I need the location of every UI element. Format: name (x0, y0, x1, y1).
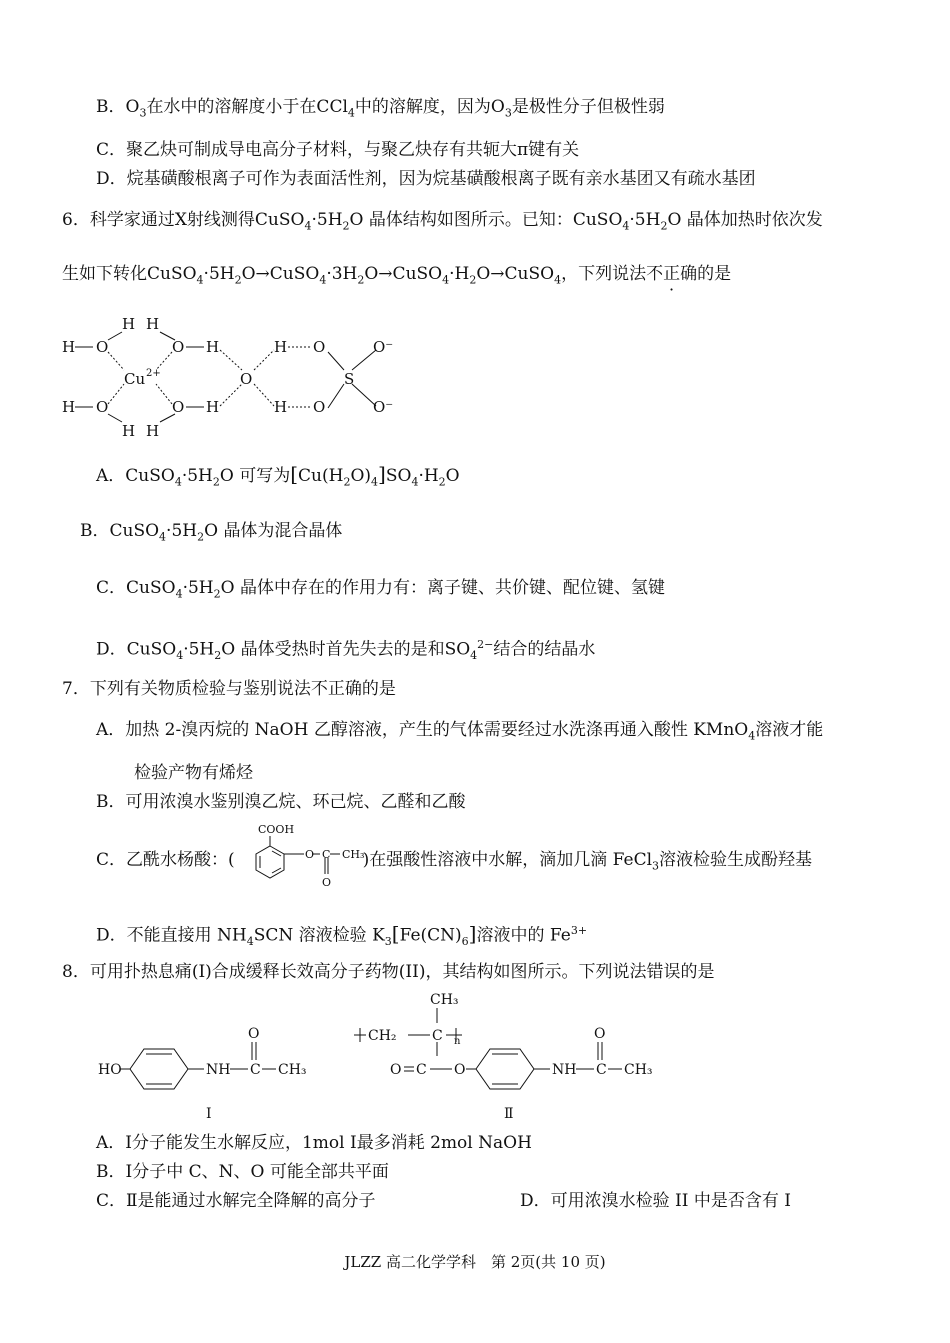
atom-o: O (96, 338, 109, 356)
atom-s: S (344, 370, 355, 388)
atom-h: H (146, 422, 160, 440)
q5-option-b: B．$O_3$在水中的溶解度小于在CCl$_4$中的溶解度，因为$O_3$是极性分子但极性弱 (96, 97, 665, 120)
atom-h: H (122, 315, 136, 333)
atom-o: O (172, 398, 185, 416)
q5-option-c: C．聚乙炔可制成导电高分子材料，与聚乙炔存有共轭大π键有关 (96, 140, 580, 160)
q6-stem-line2: 生如下转化$CuSO_4\cdot 5H_2O\to CuSO_4\cdot 3H_2O\to CuSO_4\cdot H_2O\to CuSO_4$，下列说法不正确的是 (62, 264, 732, 287)
atom-o: O (313, 398, 326, 416)
q6-option-d: D．$CuSO_4\cdot 5H_2O$ 晶体受热时首先失去的是和$SO_4^{2-}$结合的结晶水 (96, 638, 596, 663)
atom-h: H (274, 398, 288, 416)
atom-o: O (322, 876, 332, 889)
polymer-n: n (454, 1036, 461, 1047)
q7-option-d: D．不能直接用 $NH_4SCN$ 溶液检验 $K_3[Fe(CN)_6]$溶液中的 $Fe^{3+}$ (96, 921, 588, 949)
methyl-group: CH₃ (342, 848, 365, 861)
cu-charge: 2+ (146, 368, 161, 379)
cooh-group: COOH (258, 823, 295, 836)
atom-o: O (594, 1026, 606, 1042)
atom-h: H (122, 422, 136, 440)
amine-group: NH (552, 1062, 577, 1078)
q5-option-d: D．烷基磺酸根离子可作为表面活性剂，因为烷基磺酸根离子既有亲水基团又有疏水基团 (96, 169, 756, 189)
atom-h: H (206, 338, 220, 356)
emphasis-not-correct: 不正确 (646, 264, 698, 284)
q7-stem: 7．下列有关物质检验与鉴别说法不正确的是 (62, 679, 396, 699)
acetylsalicylic-acid-structure (248, 820, 388, 896)
paracetamol-structure-i (96, 1022, 326, 1126)
q6-option-b: B．$CuSO_4\cdot 5H_2O$ 晶体为混合晶体 (80, 521, 343, 544)
atom-o: O (96, 398, 109, 416)
atom-o-minus: O⁻ (373, 338, 394, 356)
q7-option-c: C．乙酰水杨酸：( )在强酸性溶液中水解，滴加几滴 FeCl$_3$溶液检验生成酚羟基 (96, 850, 813, 873)
atom-c: C (416, 1062, 427, 1078)
q6-option-c: C．$CuSO_4\cdot 5H_2O$ 晶体中存在的作用力有：离子键、共价键、配位键、氢键 (96, 578, 665, 601)
polymer-structure-ii (352, 990, 672, 1126)
q7-option-b: B．可用浓溴水鉴别溴乙烷、环己烷、乙醛和乙酸 (96, 792, 466, 812)
methylene-group: CH₂ (368, 1028, 397, 1044)
atom-o: O (313, 338, 326, 356)
label-compound-i: Ⅰ (206, 1106, 212, 1122)
atom-c: C (596, 1062, 607, 1078)
methyl-group: CH₃ (430, 992, 459, 1008)
q7-option-a: A．加热 2-溴丙烷的 NaOH 乙醇溶液，产生的气体需要经过水洗涤再通入酸性 KMnO$_4$溶液才能 (96, 720, 824, 743)
atom-o: O (454, 1062, 466, 1078)
atom-c: C (432, 1028, 443, 1044)
methyl-group: CH₃ (624, 1062, 653, 1078)
atom-o: O (390, 1062, 402, 1078)
cuso4-5h2o-structure-diagram (60, 312, 405, 442)
q8-option-b: B．Ⅰ分子中 C、N、O 可能全部共平面 (96, 1162, 389, 1182)
atom-cu: Cu (124, 370, 146, 388)
atom-o: O (248, 1026, 260, 1042)
atom-h: H (146, 315, 160, 333)
q6-stem-line1: 6．科学家通过X射线测得$CuSO_4\cdot 5H_2O$ 晶体结构如图所示。已知：$CuSO_4\cdot 5H_2O$ 晶体加热时依次发 (62, 210, 823, 233)
atom-o: O (172, 338, 185, 356)
atom-o: O (240, 370, 253, 388)
page-footer: JLZZ 高二化学学科 第 2页(共 10 页) (344, 1253, 606, 1271)
hydroxyl-group: HO (98, 1062, 122, 1078)
q7-option-a-cont: 检验产物有烯烃 (134, 763, 253, 783)
q8-option-c: C．Ⅱ是能通过水解完全降解的高分子 (96, 1191, 376, 1211)
q8-option-a: A．Ⅰ分子能发生水解反应，1mol Ⅰ最多消耗 2mol NaOH (96, 1133, 532, 1153)
q8-option-d: D．可用浓溴水检验 II 中是否含有 I (520, 1191, 791, 1211)
atom-h: H (206, 398, 220, 416)
amine-group: NH (206, 1062, 231, 1078)
q8-stem: 8．可用扑热息痛(I)合成缓释长效高分子药物(II)，其结构如图所示。下列说法错误的是 (62, 962, 715, 982)
atom-c: C (250, 1062, 261, 1078)
atom-c: C (322, 848, 331, 861)
q6-option-a: A．$CuSO_4\cdot 5H_2O$ 可写为$[Cu(H_2O)_4]SO_4\cdot H_2O$ (96, 462, 460, 489)
methyl-group: CH₃ (278, 1062, 307, 1078)
atom-h: H (62, 398, 76, 416)
atom-o-minus: O⁻ (373, 398, 394, 416)
atom-h: H (274, 338, 288, 356)
label-compound-ii: Ⅱ (504, 1106, 514, 1122)
atom-h: H (62, 338, 76, 356)
atom-o: O (305, 848, 315, 861)
